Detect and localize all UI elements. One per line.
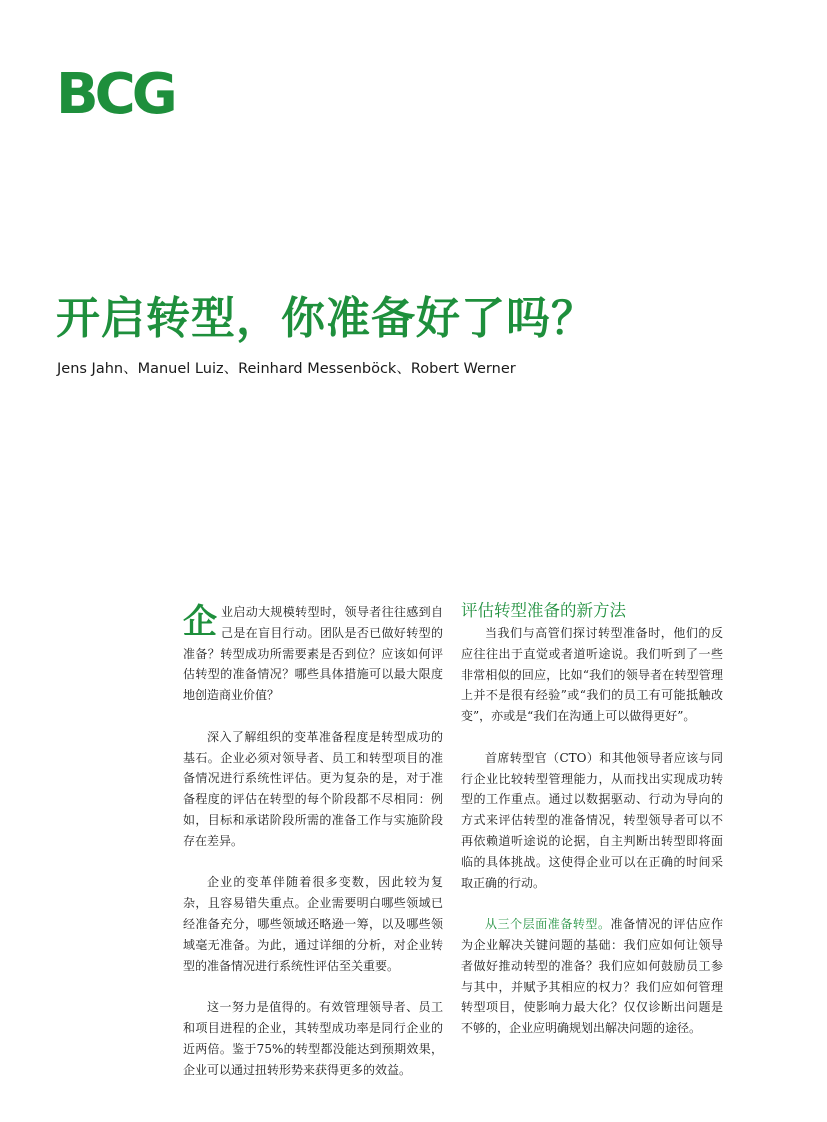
bcg-logo — [56, 68, 178, 116]
page-title: 开启转型，你准备好了吗？ — [56, 293, 596, 344]
intro-paragraph — [183, 602, 443, 706]
author-list: Jens Jahn、Manuel Luiz、Reinhard Messenböck、Robert Werner — [57, 361, 516, 377]
lead-in-phrase: 从三个层面准备转型。 — [485, 917, 611, 932]
section-heading: 评估转型准备的新方法 — [461, 601, 626, 620]
right-column — [461, 602, 723, 1060]
intro-text: 业启动大规模转型时，领导者往往感到自己是在盲目行动。团队是否已做好转型的准备？转型成功所需要素是否到位？应该如何评估转型的准备情况？哪些具体措施可以最大限度地创造商业价值？ — [183, 605, 443, 703]
body-paragraph-1: 深入了解组织的变革准备程度是转型成功的基石。企业必须对领导者、员工和转型项目的准备情况进行系统性评估。更为复杂的是，对于准备程度的评估在转型的每个阶段都不尽相同：例如，目标和承诺阶段所需的准备工作与实施阶段存在差异。 — [183, 729, 443, 848]
logo-text: BCG — [56, 68, 174, 116]
body-paragraph-4: 当我们与高管们探讨转型准备时，他们的反应往往出于直觉或者道听途说。我们听到了一些非常相似的回应，比如“我们的领导者在转型管理上并不是很有经验”或“我们的员工有可能抵触改变”，亦或是“我们在沟通上可以做得更好”。 — [461, 626, 723, 724]
body-paragraph-3: 这一努力是值得的。有效管理领导者、员工和项目进程的企业，其转型成功率是同行企业的近两倍。鉴于75%的转型都没能达到预期效果，企业可以通过扭转形势来获得更多的效益。 — [183, 1000, 443, 1077]
lead-in-text: 准备情况的评估应作为企业解决关键问题的基础：我们应如何让领导者做好推动转型的准备？我们应如何鼓励员工参与其中，并赋予其相应的权力？我们应如何管理转型项目，使影响力最大化？仅仅诊断出问题是不够的，企业应明确规划出解决问题的途径。 — [461, 917, 723, 1036]
left-column — [183, 602, 443, 1101]
drop-cap: 企 — [183, 602, 217, 642]
body-paragraph-2: 企业的变革伴随着很多变数，因此较为复杂，且容易错失重点。企业需要明白哪些领域已经准备充分，哪些领域还略逊一筹，以及哪些领域毫无准备。为此，通过详细的分析，对企业转型的准备情况进行系统性评估至关重要。 — [183, 875, 443, 973]
body-paragraph-5: 首席转型官（CTO）和其他领导者应该与同行企业比较转型管理能力，从而找出实现成功转型的工作重点。通过以数据驱动、行动为导向的方式来评估转型的准备情况，转型领导者可以不再依赖道听途说的论据，自主判断出转型即将面临的具体挑战。这使得企业可以在正确的时间采取正确的行动。 — [461, 750, 723, 890]
body-paragraph-6 — [461, 914, 723, 1039]
